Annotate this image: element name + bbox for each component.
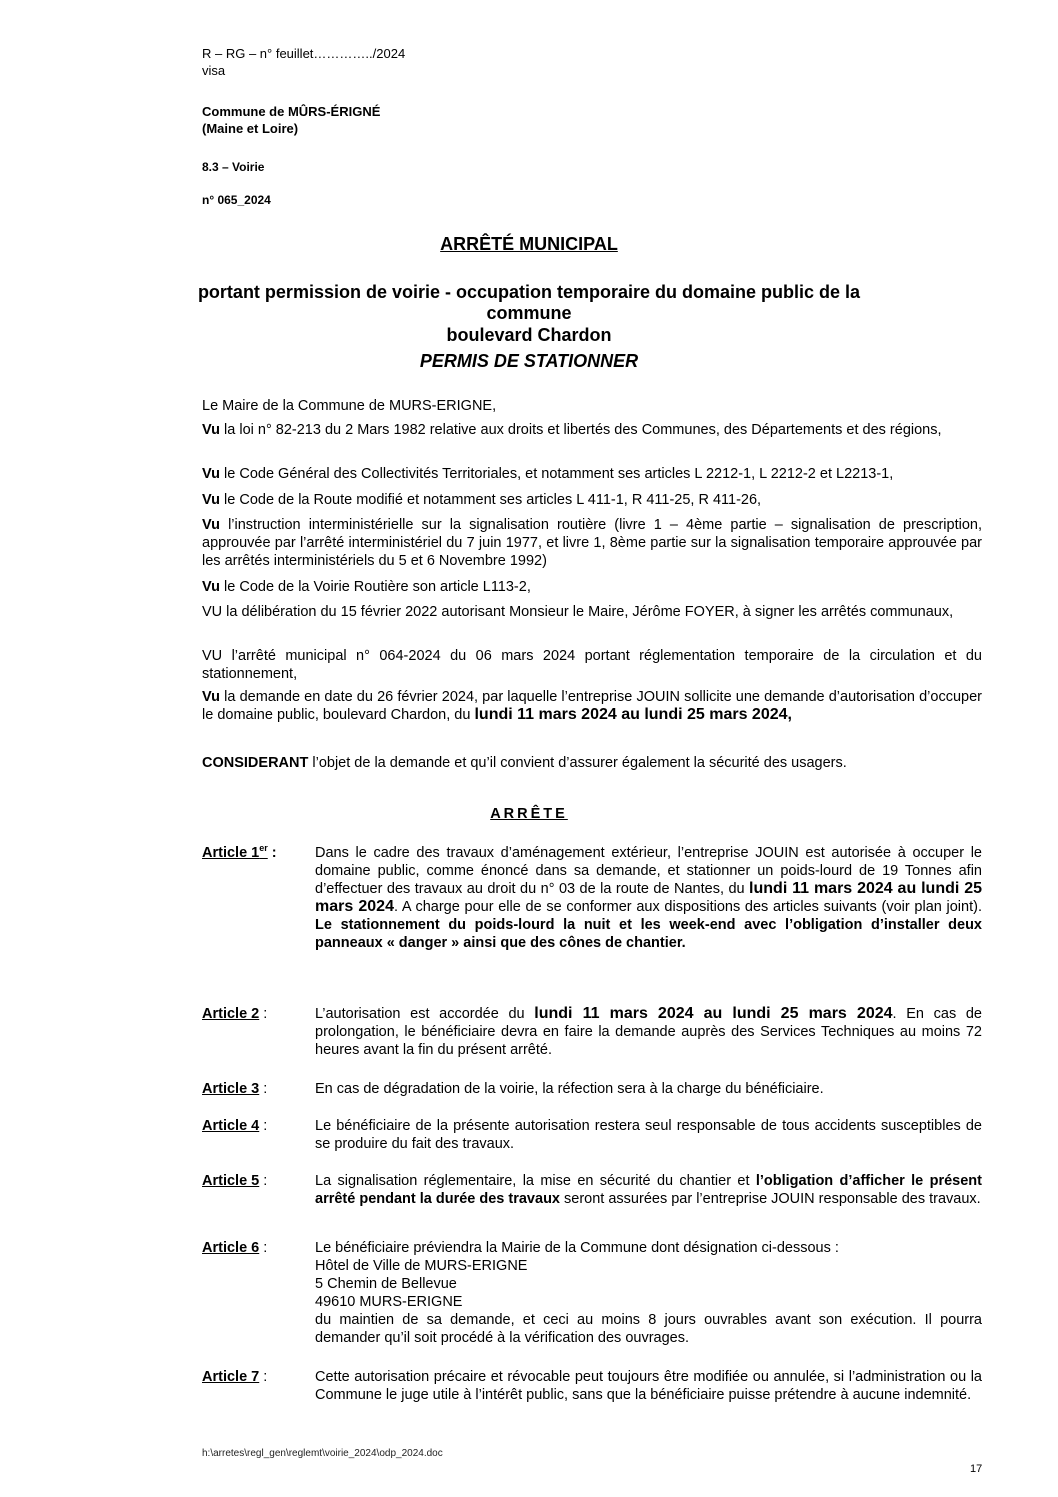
decree-number: n° 065_2024 (202, 193, 271, 207)
location-line: boulevard Chardon (446, 325, 612, 345)
address-line-3: 49610 MURS-ERIGNE (315, 1294, 463, 1310)
vu-paragraph-4: Vu l’instruction interministérielle sur la signalisation routière (livre 1 – 4ème partie – signalisation de prescription, approuvée par l’arrêté interministériel du 7 juin 1977, et livre 1, 8ème partie sur la signalisation temporaire approuvée par les arrêtés interministériels du 5 et 6 Novembre 1992) (202, 517, 982, 569)
article-6-conclusion: du maintien de sa demande, et ceci au moins 8 jours ouvrables avant son exécution. Il pourra demander qu’il soit procédé à la vérification des ouvrages. (315, 1312, 982, 1346)
permit-title: PERMIS DE STATIONNER (419, 351, 639, 371)
article-5-label: Article 5 : (202, 1173, 268, 1189)
address-line-2: 5 Chemin de Bellevue (315, 1276, 457, 1292)
visa-label: visa (202, 63, 226, 78)
vu-paragraph-2: Vu le Code Général des Collectivités Territoriales, et notamment ses articles L 2212-1, L 2212-2 et L2213-1, (202, 466, 894, 482)
file-path-footer: h:\arretes\regl_gen\reglemt\voirie_2024\odp_2024.doc (202, 1448, 443, 1459)
article-6-label: Article 6 : (202, 1240, 268, 1256)
decree-title: ARRÊTÉ MUNICIPAL (440, 234, 618, 254)
considerant-paragraph: CONSIDERANT l’objet de la demande et qu’il convient d’assurer également la sécurité des usagers. (202, 755, 847, 771)
article-2-text: L’autorisation est accordée du lundi 11 mars 2024 au lundi 25 mars 2024. En cas de prolongation, le bénéficiaire devra en faire la demande auprès des Services Techniques au moins 72 heures avant la fin du présent arrêté. (315, 1005, 982, 1058)
subtitle-line-1: portant permission de voirie - occupation temporaire du domaine public de la (197, 282, 861, 302)
article-6-intro: Le bénéficiaire préviendra la Mairie de la Commune dont désignation ci-dessous : (315, 1240, 839, 1256)
arrete-heading: ARRÊTE (490, 806, 568, 822)
category-label: 8.3 – Voirie (202, 160, 265, 174)
article-3-text: En cas de dégradation de la voirie, la réfection sera à la charge du bénéficiaire. (315, 1081, 824, 1097)
vu-paragraph-6: VU la délibération du 15 février 2022 autorisant Monsieur le Maire, Jérôme FOYER, à signer les arrêtés communaux, (202, 604, 954, 620)
article-4-text: Le bénéficiaire de la présente autorisation restera seul responsable de tous accidents susceptibles de se produire du fait des travaux. (315, 1118, 982, 1152)
article-1-label: Article 1er : (202, 843, 277, 861)
article-7-label: Article 7 : (202, 1369, 268, 1385)
vu-paragraph-7: VU l’arrêté municipal n° 064-2024 du 06 mars 2024 portant réglementation temporaire de la circulation et du stationnement, (202, 648, 982, 682)
article-1-text: Dans le cadre des travaux d’aménagement extérieur, l’entreprise JOUIN est autorisée à occuper le domaine public, comme énoncé dans sa demande, et stationner un poids-lourd de 19 Tonnes afin d’effectuer des travaux au droit du n° 03 de la route de Nantes, du lundi 11 mars 2024 au lundi 25 mars 2024. A charge pour elle de se conformer aux dispositions des articles suivants (voir plan joint). Le stationnement du poids-lourd la nuit et les week-end avec l’obligation d’installer deux panneaux « danger » ainsi que des cônes de chantier. (315, 845, 982, 951)
vu-paragraph-5: Vu le Code de la Voirie Routière son article L113-2, (202, 579, 531, 595)
commune-name: Commune de MÛRS-ÉRIGNÉ (202, 104, 381, 119)
article-4-label: Article 4 : (202, 1118, 268, 1134)
page-number: 17 (970, 1463, 983, 1475)
address-line-1: Hôtel de Ville de MURS-ERIGNE (315, 1258, 528, 1274)
article-2-label: Article 2 : (202, 1006, 268, 1022)
department-name: (Maine et Loire) (202, 121, 299, 136)
reference-line: R – RG – n° feuillet…………../2024 (202, 46, 406, 61)
article-6-text (315, 1239, 982, 1347)
article-3-label: Article 3 : (202, 1081, 268, 1097)
article-5-text: La signalisation réglementaire, la mise en sécurité du chantier et l’obligation d’afficher le présent arrêté pendant la durée des travaux seront assurées par l’entreprise JOUIN responsable des travaux. (315, 1173, 982, 1207)
vu-paragraph-8: Vu la demande en date du 26 février 2024, par laquelle l’entreprise JOUIN sollicite une demande d’autorisation d’occuper le domaine public, boulevard Chardon, du lundi 11 mars 2024 au lundi 25 mars 2024, (202, 689, 982, 723)
subtitle-line-2: commune (486, 303, 572, 323)
vu-paragraph-3: Vu le Code de la Route modifié et notamment ses articles L 411-1, R 411-25, R 411-26, (202, 492, 762, 508)
mayor-line: Le Maire de la Commune de MURS-ERIGNE, (202, 398, 497, 414)
article-7-text: Cette autorisation précaire et révocable peut toujours être modifiée ou annulée, si l’administration ou la Commune le juge utile à l’intérêt public, sans que la bénéficiaire puisse prétendre à aucune indemnité. (315, 1369, 982, 1403)
vu-paragraph-1: Vu la loi n° 82-213 du 2 Mars 1982 relative aux droits et libertés des Communes, des Départements et des régions, (202, 422, 942, 438)
